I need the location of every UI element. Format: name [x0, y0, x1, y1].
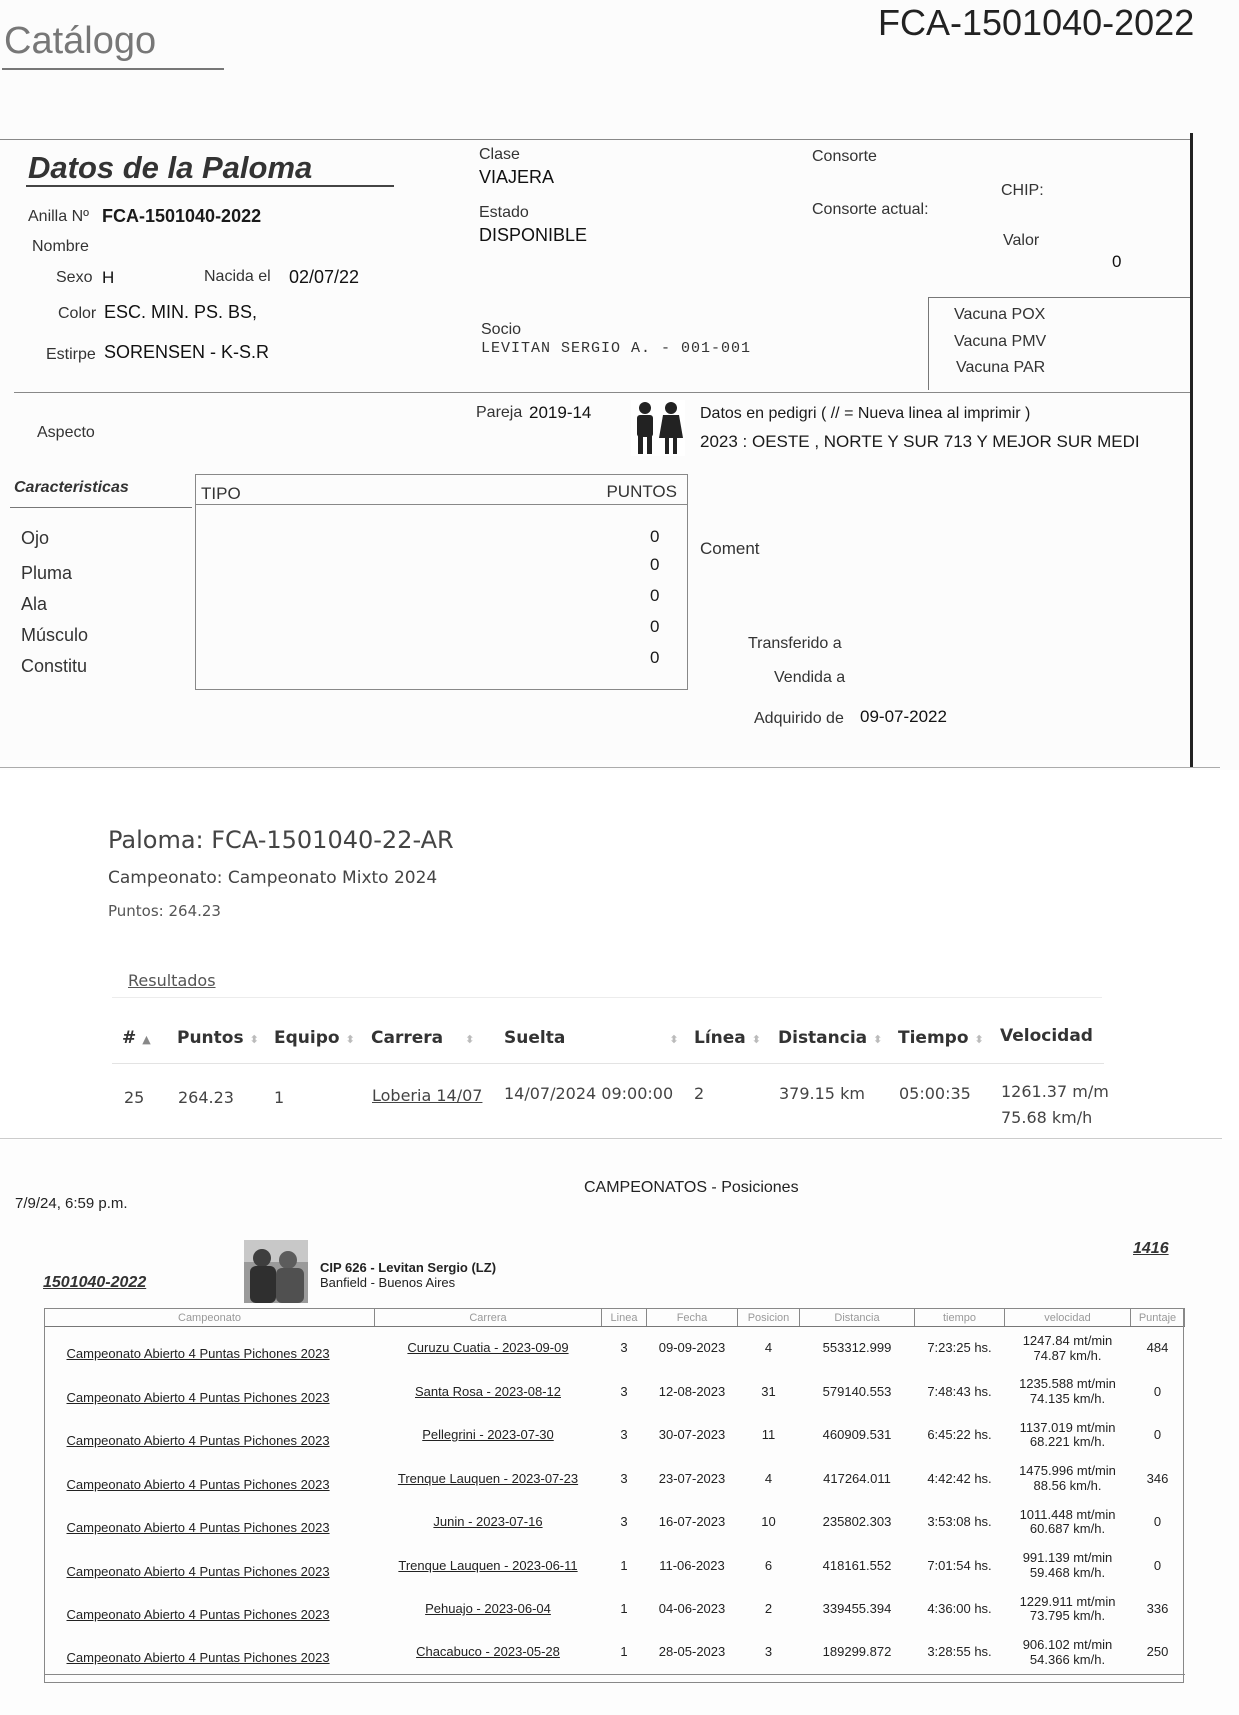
cell-date: 04-06-2023	[658, 1601, 726, 1617]
print-timestamp: 7/9/24, 6:59 p.m.	[15, 1195, 128, 1212]
cell-position: 10	[761, 1514, 776, 1530]
vaccine-pmv: Vacuna PMV	[954, 333, 1047, 350]
cell-date: 09-09-2023	[658, 1340, 726, 1356]
born-value: 02/07/22	[289, 267, 360, 287]
trait-points: 0	[650, 586, 660, 605]
breed-label: Estirpe	[46, 346, 96, 363]
table-row	[45, 1631, 1185, 1675]
vaccine-par: Vacuna PAR	[956, 359, 1046, 376]
sold-label: Vendida a	[774, 669, 846, 686]
ring-label: Anilla Nº	[28, 208, 89, 225]
cell-race-link[interactable]: Pellegrini - 2023-07-30	[422, 1427, 554, 1443]
result-distance: 379.15 km	[779, 1084, 865, 1103]
state-value: DISPONIBLE	[479, 225, 588, 245]
cell-position: 6	[764, 1557, 773, 1573]
ring-id-heading: FCA-1501040-2022	[878, 2, 1195, 43]
cell-position: 2	[764, 1601, 773, 1617]
sort-icon: ⬍	[974, 1033, 984, 1046]
owner-line2: Banfield - Buenos Aires	[320, 1275, 456, 1290]
results-tab-label: Resultados	[128, 971, 216, 990]
cell-position: 31	[761, 1383, 776, 1399]
color-label: Color	[58, 305, 97, 322]
col-num[interactable]	[122, 1028, 151, 1048]
trait-points: 0	[650, 527, 660, 546]
cell-campeonato-link[interactable]: Campeonato Abierto 4 Puntas Pichones 2023	[66, 1433, 330, 1449]
cell-speed-m: 1475.996 mt/min	[1019, 1463, 1116, 1479]
cell-speed-m: 1011.448 mt/min	[1019, 1506, 1116, 1522]
result-time: 05:00:35	[899, 1084, 971, 1103]
results-tab[interactable]	[112, 960, 236, 998]
th-velocidad: velocidad	[1005, 1309, 1131, 1327]
col-time-label: Tiempo	[898, 1028, 969, 1048]
section-title: Datos de la Paloma	[28, 150, 313, 185]
cell-time: 3:53:08 hs.	[927, 1514, 992, 1530]
table-row	[45, 1501, 1185, 1545]
cell-campeonato-link[interactable]: Campeonato Abierto 4 Puntas Pichones 2023	[66, 1476, 330, 1492]
cell-speed	[1005, 1457, 1131, 1501]
pair-value: 2019-14	[529, 403, 592, 422]
pair-label: Pareja	[476, 404, 523, 421]
th-linea: Linea	[602, 1309, 647, 1327]
cell-line: 1	[620, 1557, 628, 1573]
cell-line: 3	[620, 1427, 628, 1443]
cell-speed-kmh: 60.687 km/h.	[1029, 1521, 1106, 1537]
couple-icon	[631, 400, 685, 456]
cell-time: 6:45:22 hs.	[927, 1427, 992, 1443]
positions-ring: 1501040-2022	[43, 1274, 147, 1291]
breed-value: SORENSEN - K-S.R	[104, 342, 270, 362]
result-num: 25	[124, 1088, 145, 1107]
positions-table	[44, 1308, 1185, 1675]
cell-speed	[1005, 1588, 1131, 1632]
results-header-divider	[112, 1063, 1104, 1064]
trait-name: Músculo	[21, 625, 89, 645]
table-row	[45, 1327, 1185, 1371]
sort-icon: ⬍	[465, 1033, 475, 1046]
partner-current-label: Consorte actual:	[812, 201, 929, 218]
cell-race-link[interactable]: Junin - 2023-07-16	[433, 1514, 543, 1530]
cell-speed-m: 1235.588 mt/min	[1019, 1376, 1116, 1392]
transferred-label: Transferido a	[748, 635, 842, 652]
section-title-underline	[26, 185, 394, 187]
cell-campeonato-link[interactable]: Campeonato Abierto 4 Puntas Pichones 2023	[45, 1631, 375, 1675]
trait-points: 0	[650, 555, 660, 574]
col-speed[interactable]	[1000, 1026, 1093, 1046]
cell-distance: 235802.303	[822, 1514, 892, 1530]
aspect-label: Aspecto	[37, 424, 95, 441]
col-team[interactable]	[274, 1028, 355, 1048]
cell-speed	[1005, 1327, 1131, 1371]
col-num-label: #	[122, 1028, 137, 1048]
result-points: 264.23	[178, 1088, 234, 1107]
state-label: Estado	[479, 204, 529, 221]
traits-table	[195, 474, 688, 690]
trait-points: 0	[650, 648, 660, 667]
cell-position: 11	[761, 1427, 776, 1443]
born-label: Nacida el	[204, 268, 271, 285]
form-right-border	[1190, 133, 1193, 768]
cell-time: 4:36:00 hs.	[927, 1601, 992, 1617]
cell-speed-kmh: 54.366 km/h.	[1029, 1651, 1106, 1667]
cell-date: 12-08-2023	[658, 1383, 726, 1399]
sort-icon: ⬍	[751, 1033, 761, 1046]
cell-campeonato-link[interactable]: Campeonato Abierto 4 Puntas Pichones 2023	[66, 1563, 330, 1579]
col-speed-label: Velocidad	[1000, 1026, 1093, 1046]
acquired-label: Adquirido de	[754, 710, 844, 727]
trait-points: 0	[650, 617, 660, 636]
cell-speed-kmh: 74.135 km/h.	[1029, 1390, 1106, 1406]
cell-date: 23-07-2023	[658, 1470, 726, 1486]
sort-asc-icon: ▲	[142, 1033, 151, 1046]
cell-score: 484	[1146, 1340, 1169, 1356]
cell-line: 3	[620, 1470, 628, 1486]
cell-score: 346	[1146, 1470, 1169, 1486]
cell-date: 11-06-2023	[659, 1557, 725, 1573]
class-value: VIAJERA	[479, 167, 555, 187]
color-value: ESC. MIN. PS. BS,	[104, 302, 258, 322]
cell-date: 30-07-2023	[658, 1427, 726, 1443]
cell-speed-m: 1247.84 mt/min	[1022, 1333, 1113, 1349]
cell-speed-m: 1229.911 mt/min	[1019, 1593, 1116, 1609]
col-line[interactable]	[694, 1028, 761, 1048]
member-value: LEVITAN SERGIO A. - 001-001	[481, 340, 752, 357]
table-row	[45, 1370, 1185, 1414]
traits-label: Caracteristicas	[14, 479, 129, 496]
col-time[interactable]	[898, 1028, 984, 1048]
cell-distance: 553312.999	[822, 1340, 892, 1356]
positions-header-row	[45, 1309, 1185, 1327]
championship-subtitle: Campeonato: Campeonato Mixto 2024	[108, 868, 438, 888]
table-row	[45, 1544, 1185, 1588]
name-label: Nombre	[32, 238, 89, 255]
th-campeonato: Campeonato	[45, 1309, 375, 1327]
cell-speed-kmh: 59.468 km/h.	[1029, 1564, 1106, 1580]
cell-distance: 460909.531	[822, 1427, 892, 1443]
cell-race-link[interactable]: Pehuajo - 2023-06-04	[425, 1601, 551, 1617]
cell-race-link[interactable]: Trenque Lauquen - 2023-07-23	[397, 1470, 579, 1486]
traits-header-type: TIPO	[201, 484, 241, 503]
cell-speed	[1005, 1501, 1131, 1545]
comment-label: Coment	[700, 539, 760, 558]
cell-speed	[1005, 1631, 1131, 1675]
cell-position: 4	[764, 1470, 773, 1486]
cell-speed	[1005, 1414, 1131, 1458]
col-race[interactable]	[371, 1028, 474, 1048]
cell-line: 1	[620, 1601, 628, 1617]
cell-speed-kmh: 68.221 km/h.	[1029, 1434, 1106, 1450]
value-label: Valor	[1003, 232, 1040, 249]
cell-race-link[interactable]: Santa Rosa - 2023-08-12	[415, 1383, 561, 1399]
th-distancia: Distancia	[800, 1309, 915, 1327]
cell-score: 250	[1131, 1631, 1185, 1675]
sort-icon: ⬍	[873, 1033, 883, 1046]
value-value: 0	[1112, 252, 1122, 271]
cell-date: 16-07-2023	[658, 1514, 726, 1530]
result-line: 2	[694, 1084, 705, 1103]
chip-label: CHIP:	[1001, 182, 1044, 199]
cell-distance: 418161.552	[822, 1557, 892, 1573]
section-divider	[0, 1138, 1222, 1139]
col-race-label: Carrera	[371, 1028, 444, 1048]
member-label: Socio	[481, 321, 522, 338]
col-team-label: Equipo	[274, 1028, 340, 1048]
form-top-border	[0, 139, 1190, 140]
cell-speed-m: 1137.019 mt/min	[1019, 1419, 1116, 1435]
cell-distance: 189299.872	[800, 1631, 915, 1675]
sort-icon: ⬍	[249, 1033, 259, 1046]
cell-position: 3	[738, 1631, 800, 1675]
cell-score: 0	[1153, 1427, 1162, 1443]
th-posicion: Posicion	[738, 1309, 800, 1327]
sort-icon: ⬍	[345, 1033, 355, 1046]
cell-date: 28-05-2023	[647, 1631, 738, 1675]
th-carrera: Carrera	[375, 1309, 602, 1327]
cell-campeonato-link[interactable]: Campeonato Abierto 4 Puntas Pichones 2023	[66, 1389, 330, 1405]
championship-points: Puntos: 264.23	[108, 902, 221, 920]
cell-speed	[1005, 1544, 1131, 1588]
cell-speed-kmh: 73.795 km/h.	[1029, 1608, 1106, 1624]
cell-race-link[interactable]: Curuzu Cuatia - 2023-09-09	[407, 1340, 569, 1356]
cell-time: 7:01:54 hs.	[927, 1557, 992, 1573]
table-row	[45, 1588, 1185, 1632]
trait-name: Ojo	[21, 528, 50, 548]
cell-campeonato-link[interactable]: Campeonato Abierto 4 Puntas Pichones 2023	[66, 1520, 330, 1536]
cell-speed-m: 991.139 mt/min	[1022, 1550, 1113, 1566]
result-speed-m: 1261.37 m/m	[1001, 1082, 1109, 1101]
pedigree-label: Datos en pedigri ( // = Nueva linea al imprimir )	[700, 405, 1031, 422]
acquired-value: 09-07-2022	[860, 707, 947, 726]
cell-time: 4:42:42 hs.	[927, 1470, 992, 1486]
col-release[interactable]	[504, 1028, 679, 1048]
pedigree-value: 2023 : OESTE , NORTE Y SUR 713 Y MEJOR SUR MEDI	[700, 432, 1140, 451]
col-points[interactable]	[177, 1028, 259, 1048]
cell-line: 3	[620, 1383, 628, 1399]
cell-line: 3	[620, 1340, 628, 1356]
cell-score: 0	[1153, 1514, 1162, 1530]
col-points-label: Puntos	[177, 1028, 244, 1048]
cell-distance: 417264.011	[823, 1470, 891, 1486]
cell-campeonato-link[interactable]: Campeonato Abierto 4 Puntas Pichones 2023	[66, 1346, 330, 1362]
cell-race-link[interactable]: Chacabuco - 2023-05-28	[375, 1631, 602, 1675]
cell-line: 1	[602, 1631, 647, 1675]
ring-value: FCA-1501040-2022	[102, 206, 262, 226]
catalog-title: Catálogo	[4, 20, 157, 62]
trait-name: Ala	[21, 594, 48, 614]
traits-label-underline	[10, 507, 192, 508]
col-distance-label: Distancia	[778, 1028, 868, 1048]
cell-time: 7:23:25 hs.	[927, 1340, 992, 1356]
cell-distance: 339455.394	[822, 1601, 892, 1617]
cell-time: 3:28:55 hs.	[915, 1631, 1005, 1675]
cell-speed-kmh: 88.56 km/h.	[1033, 1477, 1102, 1493]
cell-score: 336	[1146, 1601, 1169, 1617]
cell-position: 4	[764, 1340, 773, 1356]
championship-title: Paloma: FCA-1501040-22-AR	[108, 826, 454, 854]
owner-line1: CIP 626 - Levitan Sergio (LZ)	[320, 1260, 497, 1275]
class-label: Clase	[479, 146, 520, 163]
traits-header-points: PUNTOS	[606, 482, 677, 501]
table-row	[45, 1457, 1185, 1501]
trait-name: Pluma	[21, 563, 73, 583]
traits-table-header	[196, 475, 687, 505]
th-fecha: Fecha	[647, 1309, 738, 1327]
positions-code: 1416	[1133, 1240, 1169, 1257]
result-race-link[interactable]: Loberia 14/07	[372, 1086, 483, 1105]
form-bottom-border	[0, 767, 1220, 768]
cell-speed-kmh: 74.87 km/h.	[1033, 1347, 1102, 1363]
th-tiempo: tiempo	[915, 1309, 1005, 1327]
col-distance[interactable]	[778, 1028, 882, 1048]
form-middle-divider	[14, 392, 1190, 393]
result-team: 1	[274, 1088, 285, 1107]
cell-campeonato-link[interactable]: Campeonato Abierto 4 Puntas Pichones 2023	[66, 1607, 330, 1623]
table-row	[45, 1414, 1185, 1458]
cell-time: 7:48:43 hs.	[927, 1383, 992, 1399]
result-speed-kmh: 75.68 km/h	[1001, 1108, 1093, 1127]
cell-line: 3	[620, 1514, 628, 1530]
sex-label: Sexo	[56, 269, 93, 286]
result-release: 14/07/2024 09:00:00	[504, 1084, 674, 1103]
th-puntaje: Puntaje	[1131, 1309, 1185, 1327]
sort-icon: ⬍	[669, 1033, 679, 1046]
sex-value: H	[102, 268, 115, 287]
catalog-title-underline	[2, 68, 224, 70]
owner-photo	[244, 1240, 308, 1303]
tab-underline	[112, 997, 1102, 998]
cell-distance: 579140.553	[822, 1383, 892, 1399]
cell-score: 0	[1153, 1383, 1162, 1399]
cell-race-link[interactable]: Trenque Lauquen - 2023-06-11	[398, 1557, 578, 1573]
trait-name: Constitu	[21, 656, 88, 676]
partner-label: Consorte	[812, 148, 877, 165]
cell-speed-m: 906.102 mt/min	[1022, 1637, 1113, 1653]
col-line-label: Línea	[694, 1028, 746, 1048]
col-release-label: Suelta	[504, 1028, 566, 1048]
vaccine-pox: Vacuna POX	[954, 306, 1046, 323]
cell-score: 0	[1153, 1557, 1162, 1573]
cell-speed	[1005, 1370, 1131, 1414]
positions-title: CAMPEONATOS - Posiciones	[584, 1179, 799, 1196]
